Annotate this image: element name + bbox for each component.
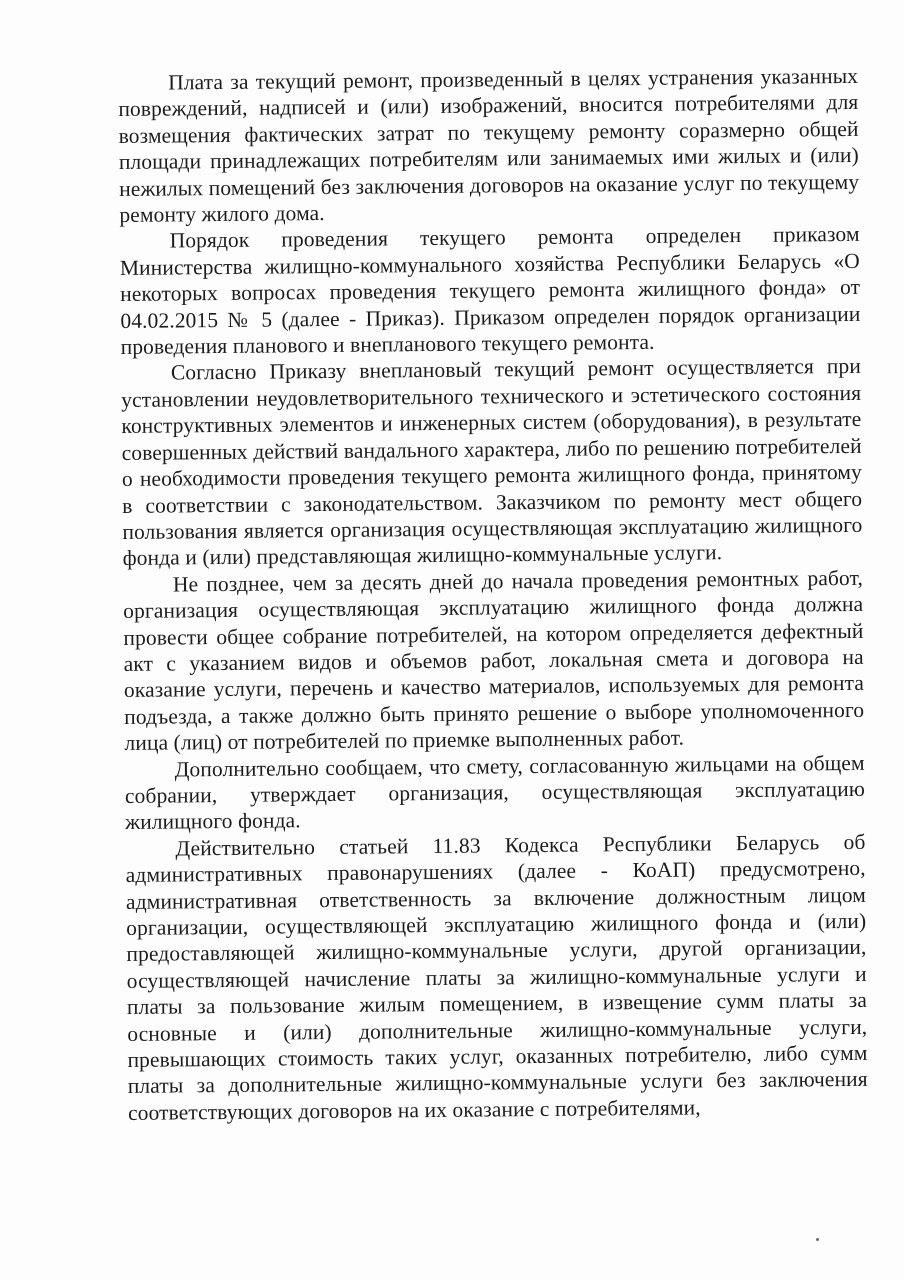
paragraph-repair-procedure: Порядок проведения текущего ремонта определен приказом Министерства жилищно-коммунального хозяйства Республики Беларусь «О некоторых вопросах проведения текущего ремонта жилищного фонда» от 04.02.2015 № 5 (далее - Приказ). Приказом определен порядок организации проведения планового и внепланового текущего ремонта. <box>119 222 861 360</box>
scan-speck <box>816 1238 819 1241</box>
document-body <box>118 63 868 1126</box>
paragraph-unplanned-repair: Согласно Приказу внеплановый текущий ремонт осуществляется при установлении неудовлетворительного технического и эстетического состояния конструктивных элементов и инженерных систем (оборудования), в результате совершенных действий вандального характера, либо по решению потребителей о необходимости проведения текущего ремонта жилищного фонда, принятому в соответствии с законодательством. Заказчиком по ремонту мест общего пользования является организация осуществляющая эксплуатацию жилищного фонда и (или) представляющая жилищно-коммунальные услуги. <box>121 354 863 571</box>
paragraph-koap-liability: Действительно статьей 11.83 Кодекса Республики Беларусь об административных правонарушениях (далее - КоАП) предусмотрено, административная ответственность за включение должностным лицом организации, осуществляющей эксплуатацию жилищного фонда и (или) предоставляющей жилищно-коммунальные услуги, другой организации, осуществляющей начисление платы за жилищно-коммунальные услуги и платы за пользование жилым помещением, в извещение сумм платы за основные и (или) дополнительные жилищно-коммунальные услуги, превышающих стоимость таких услуг, оказанных потребителю, либо сумм платы за дополнительные жилищно-коммунальные услуги без заключения соответствующих договоров на их оказание с потребителями, <box>125 829 868 1125</box>
paragraph-general-meeting: Не позднее, чем за десять дней до начала проведения ремонтных работ, организация осуществляющая эксплуатацию жилищного фонда должна провести общее собрание потребителей, на котором определяется дефектный акт с указанием видов и объемов работ, локальная смета и договора на оказание услуги, перечень и качество материалов, используемых для ремонта подъезда, а также должно быть принято решение о выборе уполномоченного лица (лиц) от потребителей по приемке выполненных работ. <box>123 565 865 756</box>
paragraph-estimate-approval: Дополнительно сообщаем, что смету, согласованную жильцами на общем собрании, утверждает организация, осуществляющая эксплуатацию жилищного фонда. <box>124 750 866 835</box>
paragraph-repair-payment: Плата за текущий ремонт, произведенный в целях устранения указанных повреждений, надписей и (или) изображений, вносится потребителями для возмещения фактических затрат по текущему ремонту соразмерно общей площади принадлежащих потребителям или занимаемых ими жилых и (или) нежилых помещений без заключения договоров на оказание услуг по текущему ремонту жилого дома. <box>118 63 860 228</box>
